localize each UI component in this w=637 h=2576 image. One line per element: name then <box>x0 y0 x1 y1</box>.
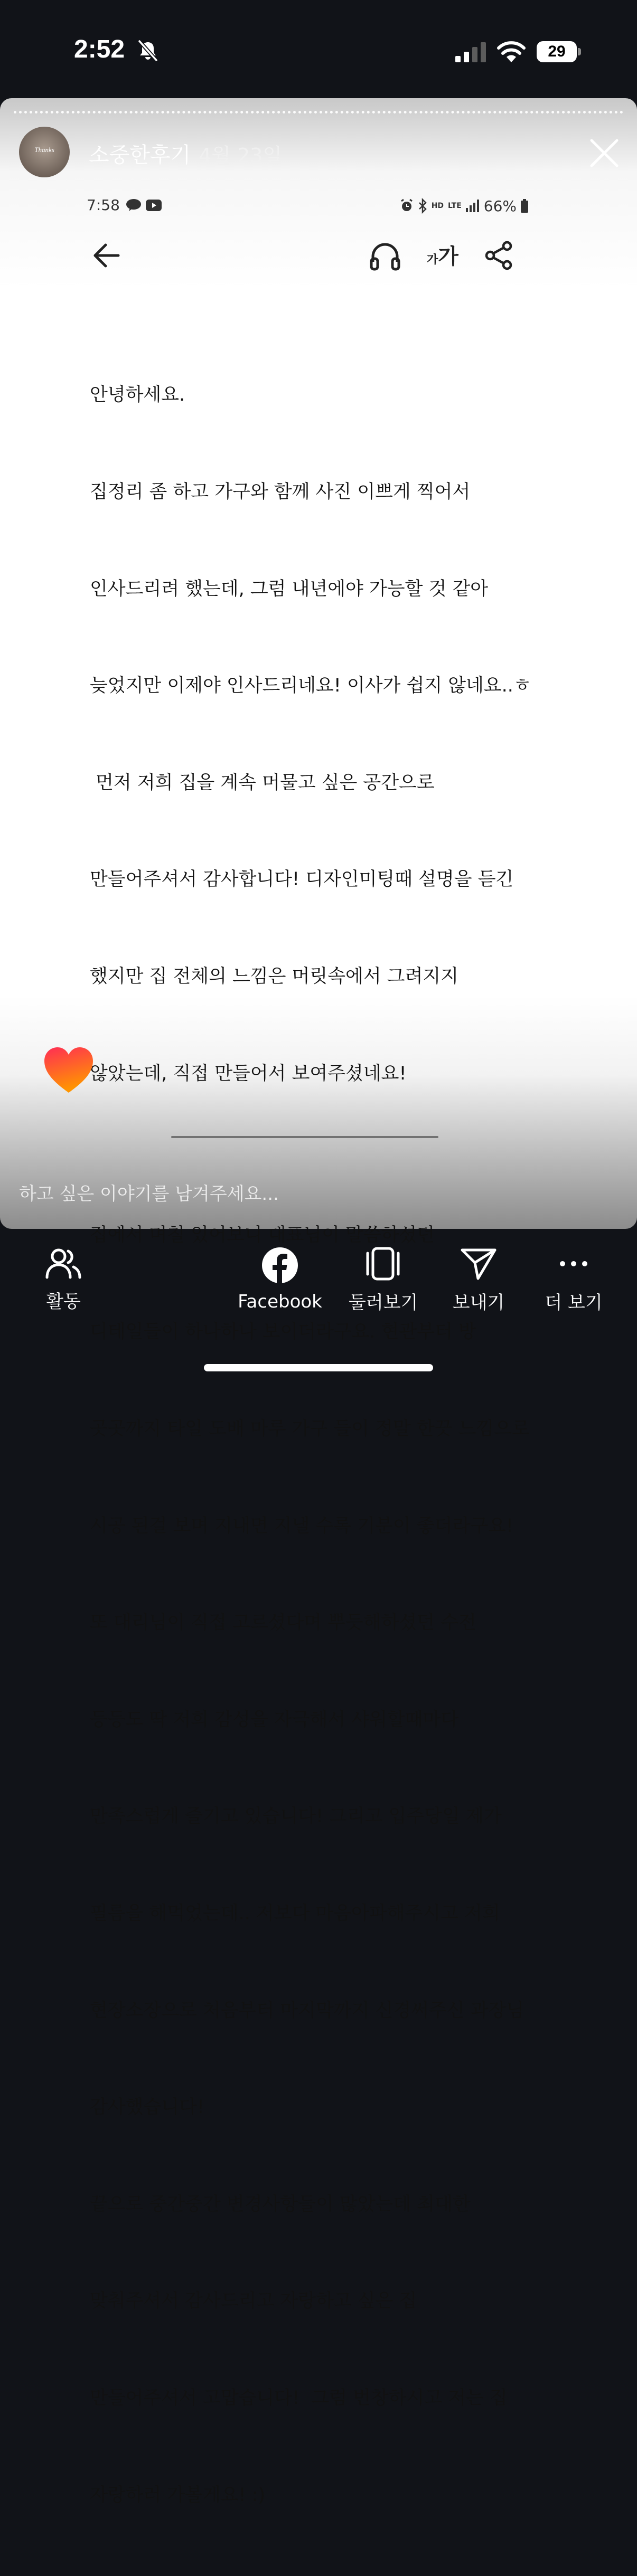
activity-label: 활동 <box>46 1291 81 1312</box>
review-line: 디테일들이 하나하나 보이더라구요. 현관부터 방 <box>90 1321 476 1343</box>
review-line: 또 대리님이 직접 고르셨다며 뿌듯해하셨던 수전 <box>90 1612 476 1634</box>
review-line: 현장소장으로 처음부터 마지막까지 신경써주신 과장님 <box>90 2000 524 2021</box>
review-line: 곳곳까지 타일 도배 마루 가구 들이 정말 한끗 느낌으로 <box>90 1418 530 1439</box>
review-line: 않았는데, 직접 만들어서 보여주셨네요! <box>90 1063 407 1084</box>
kakaotalk-icon <box>126 198 142 211</box>
article-toolbar <box>85 236 528 274</box>
browse-button[interactable] <box>349 1247 417 1331</box>
cellular-signal-icon <box>455 42 487 62</box>
review-line: 맞춰주셔서 감사드리고 자랑하고 싶은 집 <box>90 2290 417 2312</box>
story-date: 4월 23일 <box>199 144 283 167</box>
carousel-icon <box>363 1247 402 1281</box>
author-name[interactable]: 소중한후기 <box>89 143 191 167</box>
inner-time: 7:58 <box>87 196 120 214</box>
close-icon[interactable] <box>587 136 621 170</box>
back-arrow-icon[interactable] <box>91 241 123 270</box>
more-dots-icon <box>555 1247 592 1281</box>
people-icon <box>45 1247 82 1280</box>
facebook-share-button[interactable] <box>232 1247 327 1331</box>
review-line: 집정리 좀 하고 가구와 함께 사진 이쁘게 찍어서 <box>90 481 471 503</box>
reply-input[interactable]: 하고 싶은 이야기를 남겨주세요... <box>19 1183 279 1205</box>
battery-icon <box>537 41 581 62</box>
review-line: 등등도 딱 저희 감성을 자극해서 샤워할때마다 <box>90 1709 459 1730</box>
bell-off-icon <box>136 39 160 62</box>
headphones-icon[interactable] <box>370 241 400 271</box>
review-line: 만들어주셔서 고맙습니다! 그럼 번창하시고 저는 집 <box>90 2388 508 2409</box>
facebook-icon <box>261 1247 298 1284</box>
heart-like-icon[interactable] <box>43 1046 94 1095</box>
review-line: 감사했습니다! <box>90 2097 204 2118</box>
review-line: 필름을 해먹었는데.. 저보다 마음아파해주시고 저희 <box>90 1902 500 1924</box>
inner-battery-icon <box>521 199 528 213</box>
review-line: 했지만 집 전체의 느낌은 머릿속에서 그려지지 <box>90 966 459 988</box>
wifi-icon <box>497 40 526 62</box>
review-line: 만족스럽게 즐기고 있습니다! 그리고 입주당일 제가 <box>90 1806 502 1827</box>
review-line: 인사드리려 했는데, 그럼 내년에야 가능할 것 같아 <box>90 578 489 600</box>
lte-label: LTE <box>448 202 462 210</box>
home-indicator[interactable] <box>204 1364 433 1371</box>
status-bar <box>0 0 637 100</box>
activity-button[interactable] <box>32 1247 95 1331</box>
review-line: 늦었지만 이제야 인사드리네요! 이사가 쉽지 않네요..ㅎ <box>90 675 531 697</box>
author-avatar[interactable]: Thanks <box>19 127 70 177</box>
inner-signal-icon <box>466 200 480 212</box>
send-icon <box>460 1247 497 1281</box>
review-line: 끝으로 중간중간 변경사항들이 많았는데 최대한 <box>90 2193 471 2215</box>
review-line: 자랑하러 가볼게요! :) <box>90 2484 266 2506</box>
status-time: 2:52 <box>74 35 125 63</box>
youtube-icon <box>146 200 162 211</box>
more-label: 더 보기 <box>545 1292 603 1313</box>
review-body <box>90 315 539 2576</box>
browse-label: 둘러보기 <box>349 1292 418 1313</box>
review-line: 시공 된걸 보며 지내면 지낼 수록 기분이 좋더라구요! <box>90 1515 513 1537</box>
share-icon[interactable] <box>484 241 513 270</box>
inner-status-right <box>400 196 528 215</box>
send-button[interactable] <box>447 1247 510 1331</box>
inner-status-bar <box>85 196 528 223</box>
hd-label: HD <box>431 202 444 210</box>
story-progress-bar <box>14 111 623 113</box>
alarm-icon <box>400 199 414 213</box>
review-line: 집에서 며칠 있어보니 대표님이 말씀하셨던 <box>90 1224 435 1246</box>
review-line: 만들어주셔서 감사합니다! 디자인미팅때 설명을 듣긴 <box>90 869 514 891</box>
text-size-small: 가 <box>427 253 438 267</box>
reply-drag-handle[interactable] <box>171 1136 438 1138</box>
inner-battery-level: 66% <box>483 197 517 215</box>
text-size-big: 가 <box>438 244 458 269</box>
text-size-button[interactable] <box>427 240 458 271</box>
battery-level: 29 <box>548 43 566 60</box>
review-line: 먼저 저희 집을 계속 머물고 싶은 공간으로 <box>90 772 435 793</box>
bluetooth-icon <box>418 198 427 213</box>
review-line: 안녕하세요. <box>90 384 185 406</box>
facebook-label: Facebook <box>238 1291 322 1312</box>
more-button[interactable] <box>542 1247 605 1331</box>
send-label: 보내기 <box>452 1292 505 1313</box>
